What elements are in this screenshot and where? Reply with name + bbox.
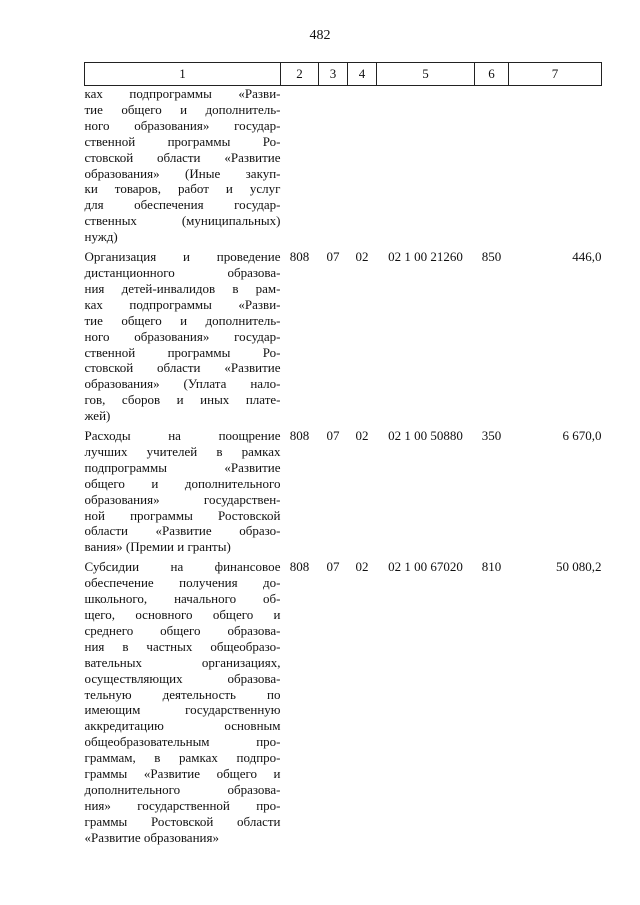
description-line: аккредитацию основным [84, 718, 281, 734]
col-header-4: 4 [348, 63, 377, 86]
cell-section: 07 [326, 249, 340, 265]
description-line: тие общего и дополнитель- [84, 101, 281, 117]
description-line: Расходы на поощрение [84, 428, 281, 444]
description-line: ния» государственной про- [84, 797, 281, 813]
description-line: ках подпрограммы «Разви- [84, 296, 281, 312]
cell-target-article: 02 1 00 50880 [388, 428, 463, 444]
cell-ministry-code: 808 [289, 559, 310, 575]
description-line: «Развитие образования» [84, 829, 219, 845]
description-line: области «Развитие образо- [84, 523, 281, 539]
cell-target-article: 02 1 00 21260 [388, 249, 463, 265]
cell-section: 07 [326, 428, 340, 444]
description-line: общеобразовательным про- [84, 734, 281, 750]
description-line: стовской области «Развитие [84, 360, 281, 376]
row-description [85, 555, 281, 845]
description-line: обеспечение получения до- [84, 575, 281, 591]
table-row [85, 555, 602, 845]
col-header-6: 6 [475, 63, 509, 86]
description-line: образования» (Уплата нало- [84, 376, 281, 392]
description-line: нужд) [84, 229, 118, 245]
cell-subsection [348, 86, 377, 246]
col-header-7: 7 [509, 63, 602, 86]
description-line: граммы Ростовской области [84, 813, 281, 829]
description-line: вательных организациях, [84, 654, 281, 670]
description-line: гов, сборов и иных плате- [84, 392, 281, 408]
row-description [85, 86, 281, 246]
description-line: образования» (Иные закуп- [84, 165, 281, 181]
header-row [85, 63, 602, 86]
description-line: стовской области «Развитие [84, 149, 281, 165]
description-line: подпрограммы «Развитие [84, 459, 281, 475]
cell-expense-type: 850 [481, 249, 502, 265]
col-header-2: 2 [281, 63, 319, 86]
cell-amount: 6 670,0 [562, 428, 602, 444]
description-line: осуществляющих образова- [84, 670, 281, 686]
cell-expense-type: 350 [481, 428, 502, 444]
description-line: Субсидии на финансовое [84, 559, 281, 575]
cell-amount: 446,0 [572, 249, 602, 265]
description-line: жей) [84, 408, 111, 424]
cell-amount [509, 86, 602, 246]
row-description [85, 424, 281, 555]
cell-expense-type [475, 86, 509, 246]
description-line: для обеспечения государ- [84, 197, 281, 213]
cell-ministry-code: 808 [289, 428, 310, 444]
cell-target-article [377, 86, 475, 246]
description-line: тие общего и дополнитель- [84, 312, 281, 328]
description-line: вания» (Премии и гранты) [84, 539, 231, 555]
col-header-5: 5 [377, 63, 475, 86]
description-line: школьного, начального об- [84, 591, 281, 607]
cell-section [319, 86, 348, 246]
description-line: ной программы Ростовской [84, 507, 281, 523]
row-description [85, 245, 281, 424]
description-line: ния детей-инвалидов в рам- [84, 280, 281, 296]
cell-ministry-code: 808 [289, 249, 310, 265]
col-header-3: 3 [319, 63, 348, 86]
description-line: образования» государствен- [84, 491, 281, 507]
cell-subsection: 02 [355, 428, 369, 444]
description-line: среднего общего образова- [84, 622, 281, 638]
table-row [85, 424, 602, 555]
cell-subsection: 02 [355, 249, 369, 265]
description-line: ного образования» государ- [84, 117, 281, 133]
cell-expense-type: 810 [481, 559, 502, 575]
page-number: 482 [309, 28, 331, 43]
description-line: ственной программы Ро- [84, 133, 281, 149]
table-row [85, 245, 602, 424]
description-line: ния в частных общеобразо- [84, 638, 281, 654]
description-line: Организация и проведение [84, 249, 281, 265]
description-line: ственной программы Ро- [84, 344, 281, 360]
description-line: щего, основного общего и [84, 607, 281, 622]
cell-amount: 50 080,2 [556, 559, 602, 575]
description-line: тельную деятельность по [84, 686, 281, 702]
table-row [85, 86, 602, 246]
description-line: ках подпрограммы «Разви- [84, 86, 281, 101]
description-line: общего и дополнительного [84, 475, 281, 491]
description-line: имеющим государственную [84, 702, 281, 718]
cell-target-article: 02 1 00 67020 [388, 559, 463, 575]
description-line: граммам, в рамках подпро- [84, 750, 281, 766]
description-line: лучших учителей в рамках [84, 443, 281, 459]
col-header-1: 1 [85, 63, 281, 86]
cell-section: 07 [326, 559, 340, 575]
description-line: дополнительного образова- [84, 781, 281, 797]
description-line: ки товаров, работ и услуг [84, 181, 281, 197]
description-line: ственных (муниципальных) [84, 213, 281, 229]
cell-subsection: 02 [355, 559, 369, 575]
description-line: ного образования» государ- [84, 328, 281, 344]
cell-ministry-code [281, 86, 319, 246]
description-line: граммы «Развитие общего и [84, 766, 281, 782]
budget-table [84, 62, 602, 846]
description-line: дистанционного образова- [84, 264, 281, 280]
